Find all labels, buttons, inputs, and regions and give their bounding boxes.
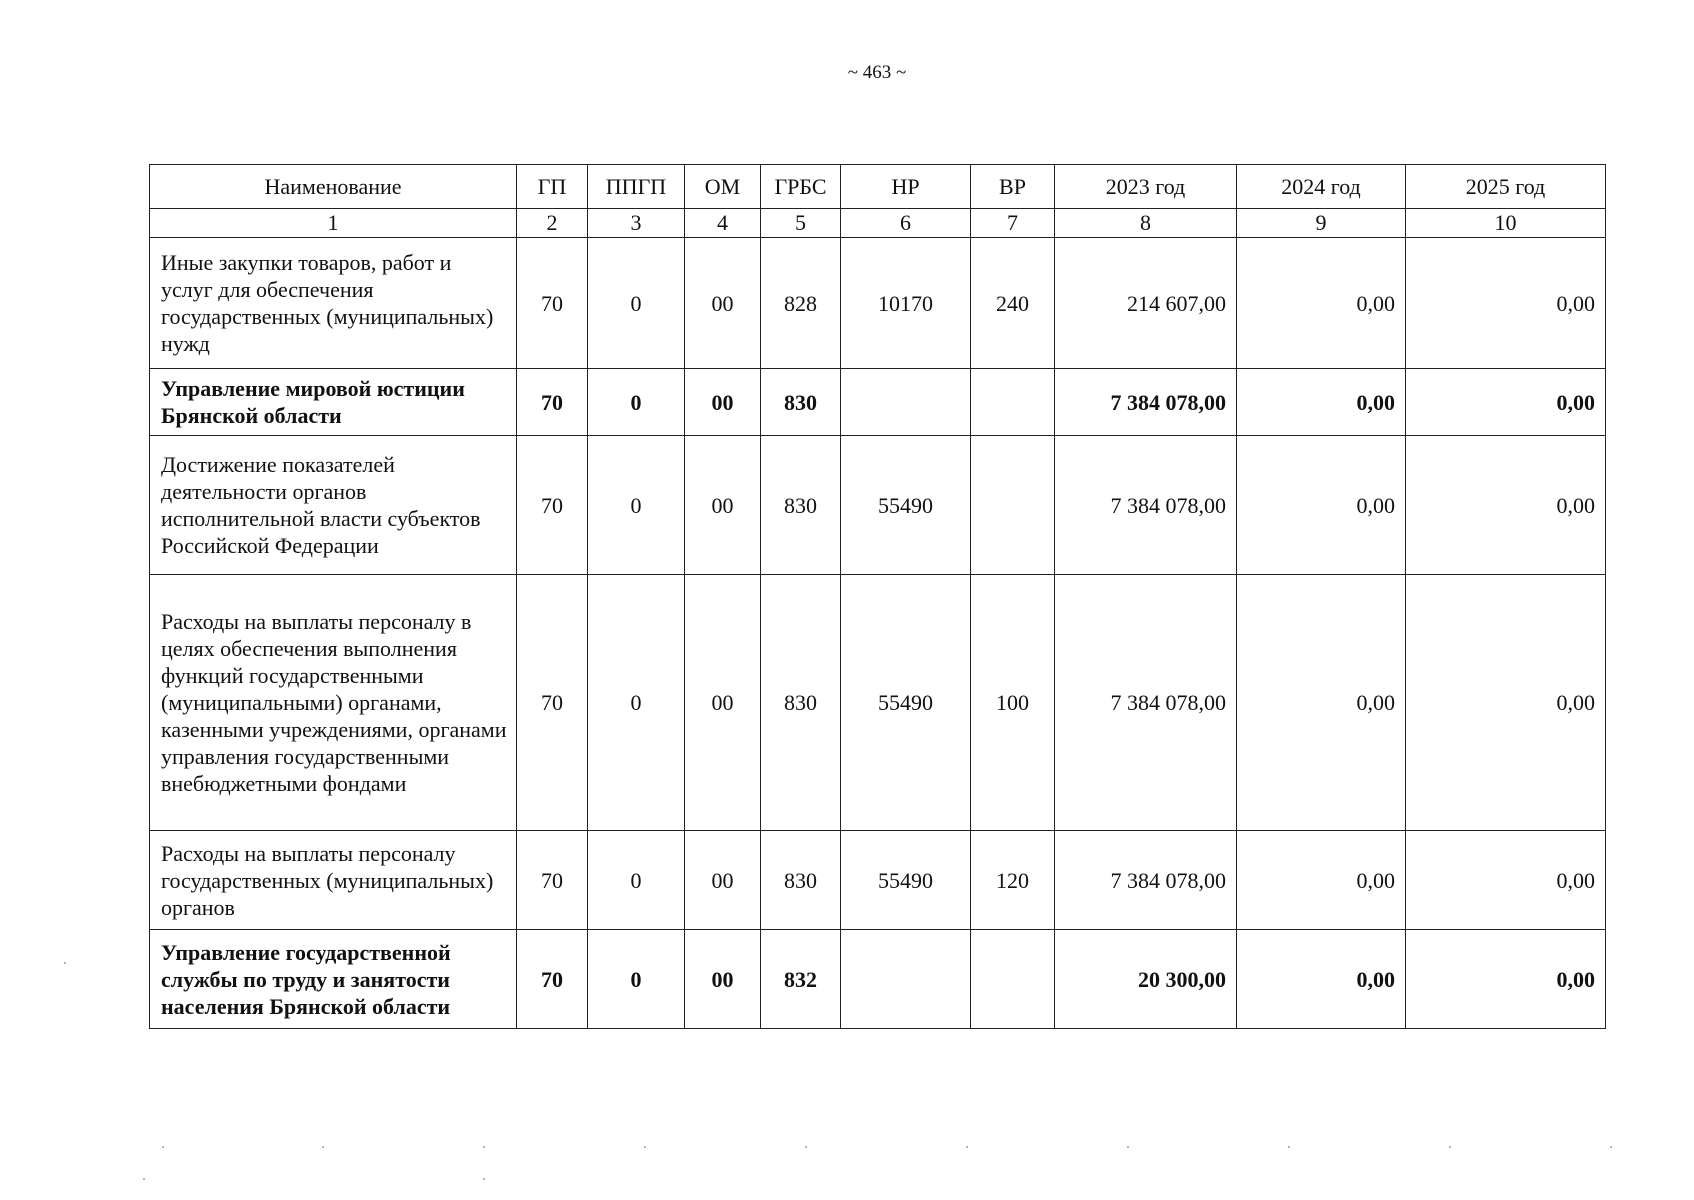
row-om: 00 (685, 831, 761, 930)
row-vr: 240 (971, 238, 1055, 369)
row-ppgp: 0 (588, 369, 685, 436)
row-nr: 55490 (841, 575, 971, 831)
row-nr (841, 930, 971, 1029)
scan-speck (322, 1146, 324, 1148)
row-amount-2025: 0,00 (1406, 436, 1606, 575)
header-ppgp: ППГП (588, 165, 685, 209)
column-number: 4 (685, 209, 761, 238)
row-om: 00 (685, 575, 761, 831)
header-om: ОМ (685, 165, 761, 209)
scan-speck (483, 1178, 485, 1180)
row-amount-2025: 0,00 (1406, 369, 1606, 436)
row-name: Расходы на выплаты персоналу в целях обеспечения выполнения функций государственными (муниципальными) органами, казенными учреждениями, органами управления государственными внебюджетными фондами (150, 575, 517, 831)
row-vr: 100 (971, 575, 1055, 831)
row-amount-2024: 0,00 (1237, 575, 1406, 831)
row-amount-2025: 0,00 (1406, 238, 1606, 369)
header-2025: 2025 год (1406, 165, 1606, 209)
row-ppgp: 0 (588, 831, 685, 930)
scan-speck (143, 1178, 145, 1180)
row-vr (971, 369, 1055, 436)
row-nr: 55490 (841, 831, 971, 930)
header-gp: ГП (517, 165, 588, 209)
row-name: Управление мировой юстиции Брянской области (150, 369, 517, 436)
row-nr (841, 369, 971, 436)
scan-speck (644, 1146, 646, 1148)
column-number: 1 (150, 209, 517, 238)
column-number-row (150, 209, 1606, 238)
table-row (150, 436, 1606, 575)
row-vr (971, 930, 1055, 1029)
header-2024: 2024 год (1237, 165, 1406, 209)
table-row (150, 369, 1606, 436)
row-grbs: 832 (761, 930, 841, 1029)
scan-speck (162, 1146, 164, 1148)
row-name: Достижение показателей деятельности органов исполнительной власти субъектов Российской Федерации (150, 436, 517, 575)
row-nr: 55490 (841, 436, 971, 575)
page-number: ~ 463 ~ (847, 62, 907, 83)
row-amount-2023: 7 384 078,00 (1055, 831, 1237, 930)
column-number: 3 (588, 209, 685, 238)
row-gp: 70 (517, 369, 588, 436)
row-amount-2025: 0,00 (1406, 930, 1606, 1029)
header-nr: НР (841, 165, 971, 209)
row-grbs: 830 (761, 369, 841, 436)
row-amount-2023: 7 384 078,00 (1055, 575, 1237, 831)
column-number: 10 (1406, 209, 1606, 238)
scan-speck (966, 1146, 968, 1148)
column-number: 2 (517, 209, 588, 238)
scan-speck (64, 962, 66, 964)
row-amount-2024: 0,00 (1237, 436, 1406, 575)
table-row (150, 831, 1606, 930)
row-amount-2024: 0,00 (1237, 238, 1406, 369)
column-number: 9 (1237, 209, 1406, 238)
row-om: 00 (685, 238, 761, 369)
row-grbs: 830 (761, 831, 841, 930)
scan-speck (1610, 1146, 1612, 1148)
row-amount-2023: 214 607,00 (1055, 238, 1237, 369)
row-ppgp: 0 (588, 436, 685, 575)
row-gp: 70 (517, 831, 588, 930)
table-row (150, 930, 1606, 1029)
column-number: 5 (761, 209, 841, 238)
row-gp: 70 (517, 930, 588, 1029)
header-vr: ВР (971, 165, 1055, 209)
header-2023: 2023 год (1055, 165, 1237, 209)
row-amount-2024: 0,00 (1237, 930, 1406, 1029)
row-grbs: 828 (761, 238, 841, 369)
row-amount-2023: 7 384 078,00 (1055, 369, 1237, 436)
row-ppgp: 0 (588, 238, 685, 369)
scan-speck (483, 1146, 485, 1148)
header-grbs: ГРБС (761, 165, 841, 209)
scan-speck (1127, 1146, 1129, 1148)
row-ppgp: 0 (588, 930, 685, 1029)
header-name: Наименование (150, 165, 517, 209)
header-row (150, 165, 1606, 209)
table-row (150, 238, 1606, 369)
row-vr (971, 436, 1055, 575)
row-name: Управление государственной службы по труду и занятости населения Брянской области (150, 930, 517, 1029)
row-amount-2024: 0,00 (1237, 831, 1406, 930)
row-amount-2023: 20 300,00 (1055, 930, 1237, 1029)
row-nr: 10170 (841, 238, 971, 369)
row-name: Расходы на выплаты персоналу государственных (муниципальных) органов (150, 831, 517, 930)
budget-table (149, 164, 1606, 1029)
row-name: Иные закупки товаров, работ и услуг для обеспечения государственных (муниципальных) нужд (150, 238, 517, 369)
row-amount-2024: 0,00 (1237, 369, 1406, 436)
column-number: 6 (841, 209, 971, 238)
scan-speck (1288, 1146, 1290, 1148)
row-gp: 70 (517, 575, 588, 831)
row-amount-2023: 7 384 078,00 (1055, 436, 1237, 575)
column-number: 8 (1055, 209, 1237, 238)
row-amount-2025: 0,00 (1406, 575, 1606, 831)
row-om: 00 (685, 436, 761, 575)
row-ppgp: 0 (588, 575, 685, 831)
row-om: 00 (685, 930, 761, 1029)
column-number: 7 (971, 209, 1055, 238)
row-grbs: 830 (761, 575, 841, 831)
scan-speck (805, 1146, 807, 1148)
row-om: 00 (685, 369, 761, 436)
row-grbs: 830 (761, 436, 841, 575)
row-amount-2025: 0,00 (1406, 831, 1606, 930)
row-vr: 120 (971, 831, 1055, 930)
row-gp: 70 (517, 436, 588, 575)
table-row (150, 575, 1606, 831)
row-gp: 70 (517, 238, 588, 369)
scan-speck (1449, 1146, 1451, 1148)
